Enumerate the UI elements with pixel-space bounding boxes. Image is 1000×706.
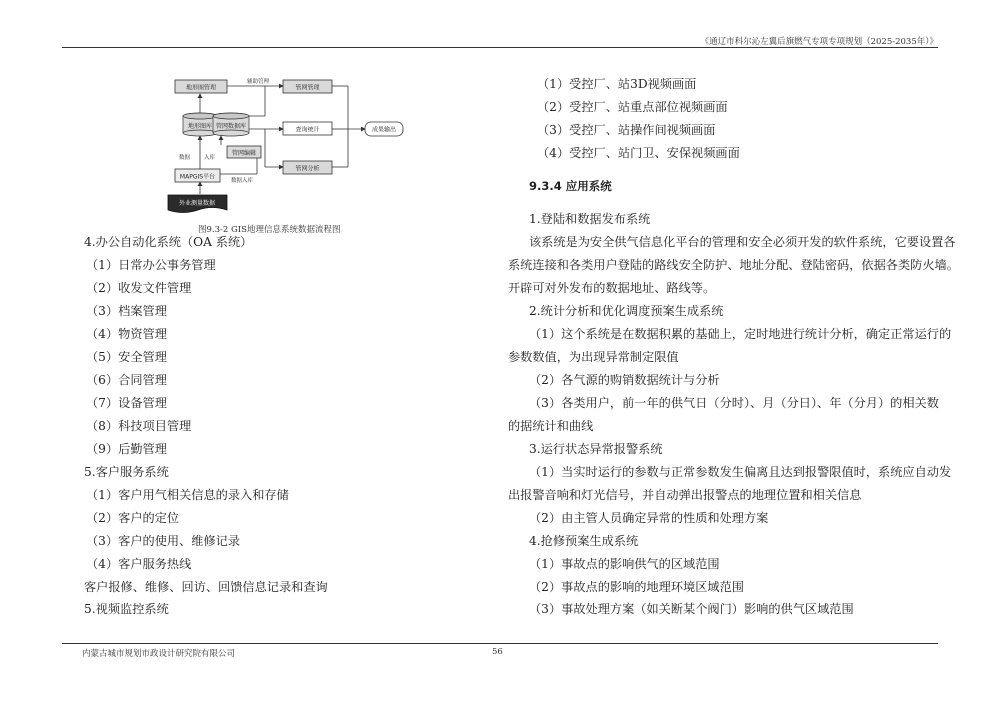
figure-caption: 图9.3-2 GIS地理信息系统数据流程图 bbox=[198, 225, 341, 235]
footer-org: 内蒙古城市规划市政设计研究院有限公司 bbox=[82, 649, 236, 659]
right-line: （1）当实时运行的参数与正常参数发生偏离且达到报警限值时，系统应自动发 bbox=[529, 465, 952, 479]
right-line: （3）各类用户，前一年的供气日（分时）、月（分日）、年（分月）的相关数 bbox=[529, 396, 939, 410]
gis-admin-label: 地形图管理 bbox=[185, 84, 217, 92]
left-line: （9）后勤管理 bbox=[86, 442, 167, 456]
import-label: 入库 bbox=[204, 155, 216, 161]
gis-flow-diagram bbox=[165, 76, 435, 218]
left-line: （3）档案管理 bbox=[86, 304, 167, 318]
right-line: （4）受控厂、站门卫、安保视频画面 bbox=[537, 146, 740, 160]
right-line: （1）事故点的影响供气的区域范围 bbox=[529, 557, 720, 571]
query-stats-label: 查询统计 bbox=[295, 126, 320, 134]
right-line: 参数数值，为出现异常制定限值 bbox=[508, 350, 679, 364]
pipe-mgmt-label: 管网管理 bbox=[295, 84, 320, 92]
right-line: 3.运行状态异常报警系统 bbox=[529, 442, 663, 456]
right-line: （3）事故处理方案（如关断某个阀门）影响的供气区域范围 bbox=[529, 602, 854, 616]
right-line: 1.登陆和数据发布系统 bbox=[529, 212, 651, 226]
right-line: 4.抢修预案生成系统 bbox=[529, 534, 639, 548]
source-data-label: 外业测量数据 bbox=[178, 200, 216, 207]
right-line: 开辟可对外发布的数据地址、路线等。 bbox=[508, 281, 716, 295]
right-line: （1）受控厂、站3D视频画面 bbox=[537, 77, 697, 91]
right-line: （1）这个系统是在数据积累的基础上，定时地进行统计分析，确定正常运行的 bbox=[529, 327, 952, 341]
right-line: （2）各气源的购销数据统计与分析 bbox=[529, 373, 720, 387]
footer-rule bbox=[62, 643, 938, 644]
right-line: 该系统是为安全供气信息化平台的管理和安全必须开发的软件系统，它要设置各 bbox=[529, 235, 956, 249]
header-rule bbox=[62, 47, 938, 48]
left-line: 5.客户服务系统 bbox=[84, 465, 169, 479]
left-line: 5.视频监控系统 bbox=[84, 602, 169, 616]
left-line: 客户报修、维修、回访、回馈信息记录和查询 bbox=[84, 580, 328, 594]
left-line: （4）物资管理 bbox=[86, 327, 167, 341]
aux-mgmt-label: 辅助管理 bbox=[247, 79, 270, 85]
left-line: （4）客户服务热线 bbox=[86, 557, 192, 571]
right-line: 的据统计和曲线 bbox=[508, 419, 594, 433]
pipe-edit-label: 管网编辑 bbox=[231, 150, 257, 157]
left-line: （2）客户的定位 bbox=[86, 511, 180, 525]
page-header-title: 《通辽市科尔沁左翼后旗燃气专项专项规划（2025-2035年）》 bbox=[700, 37, 938, 47]
left-line: （3）客户的使用、维修记录 bbox=[86, 534, 241, 548]
section-heading: 9.3.4 应用系统 bbox=[529, 179, 612, 193]
left-line: （1）客户用气相关信息的录入和存储 bbox=[86, 488, 289, 502]
pipe-db-label: 管网数据库 bbox=[215, 123, 247, 130]
left-line: （1）日常办公事务管理 bbox=[86, 258, 216, 272]
data-import-label: 数据入库 bbox=[231, 178, 254, 184]
left-line: （8）科技项目管理 bbox=[86, 419, 192, 433]
right-line: 系统连接和各类用户登陆的路线安全防护、地址分配、登陆密码，依据各类防火墙。 bbox=[508, 258, 959, 272]
left-line: （6）合同管理 bbox=[86, 373, 167, 387]
page-number: 56 bbox=[492, 647, 503, 657]
map-db-label: 地形图库 bbox=[187, 123, 213, 130]
right-line: （2）事故点的影响的地理环境区域范围 bbox=[529, 580, 744, 594]
right-line: （2）由主管人员确定异常的性质和处理方案 bbox=[529, 511, 769, 525]
right-line: （2）受控厂、站重点部位视频画面 bbox=[537, 100, 728, 114]
right-line: （3）受控厂、站操作间视频画面 bbox=[537, 123, 716, 137]
pipe-analysis-label: 管网分析 bbox=[295, 165, 320, 173]
left-line: （2）收发文件管理 bbox=[86, 281, 192, 295]
left-line: （7）设备管理 bbox=[86, 396, 167, 410]
left-line: （5）安全管理 bbox=[86, 350, 167, 364]
result-output-label: 成果输出 bbox=[371, 126, 397, 134]
left-line: 4.办公自动化系统（OA 系统） bbox=[84, 235, 253, 249]
right-line: 2.统计分析和优化调度预案生成系统 bbox=[529, 304, 724, 318]
mapgis-label: MAPGIS平台 bbox=[179, 173, 216, 181]
right-line: 出报警音响和灯光信号，并自动弹出报警点的地理位置和相关信息 bbox=[508, 488, 862, 502]
data-label: 数据 bbox=[179, 155, 191, 161]
